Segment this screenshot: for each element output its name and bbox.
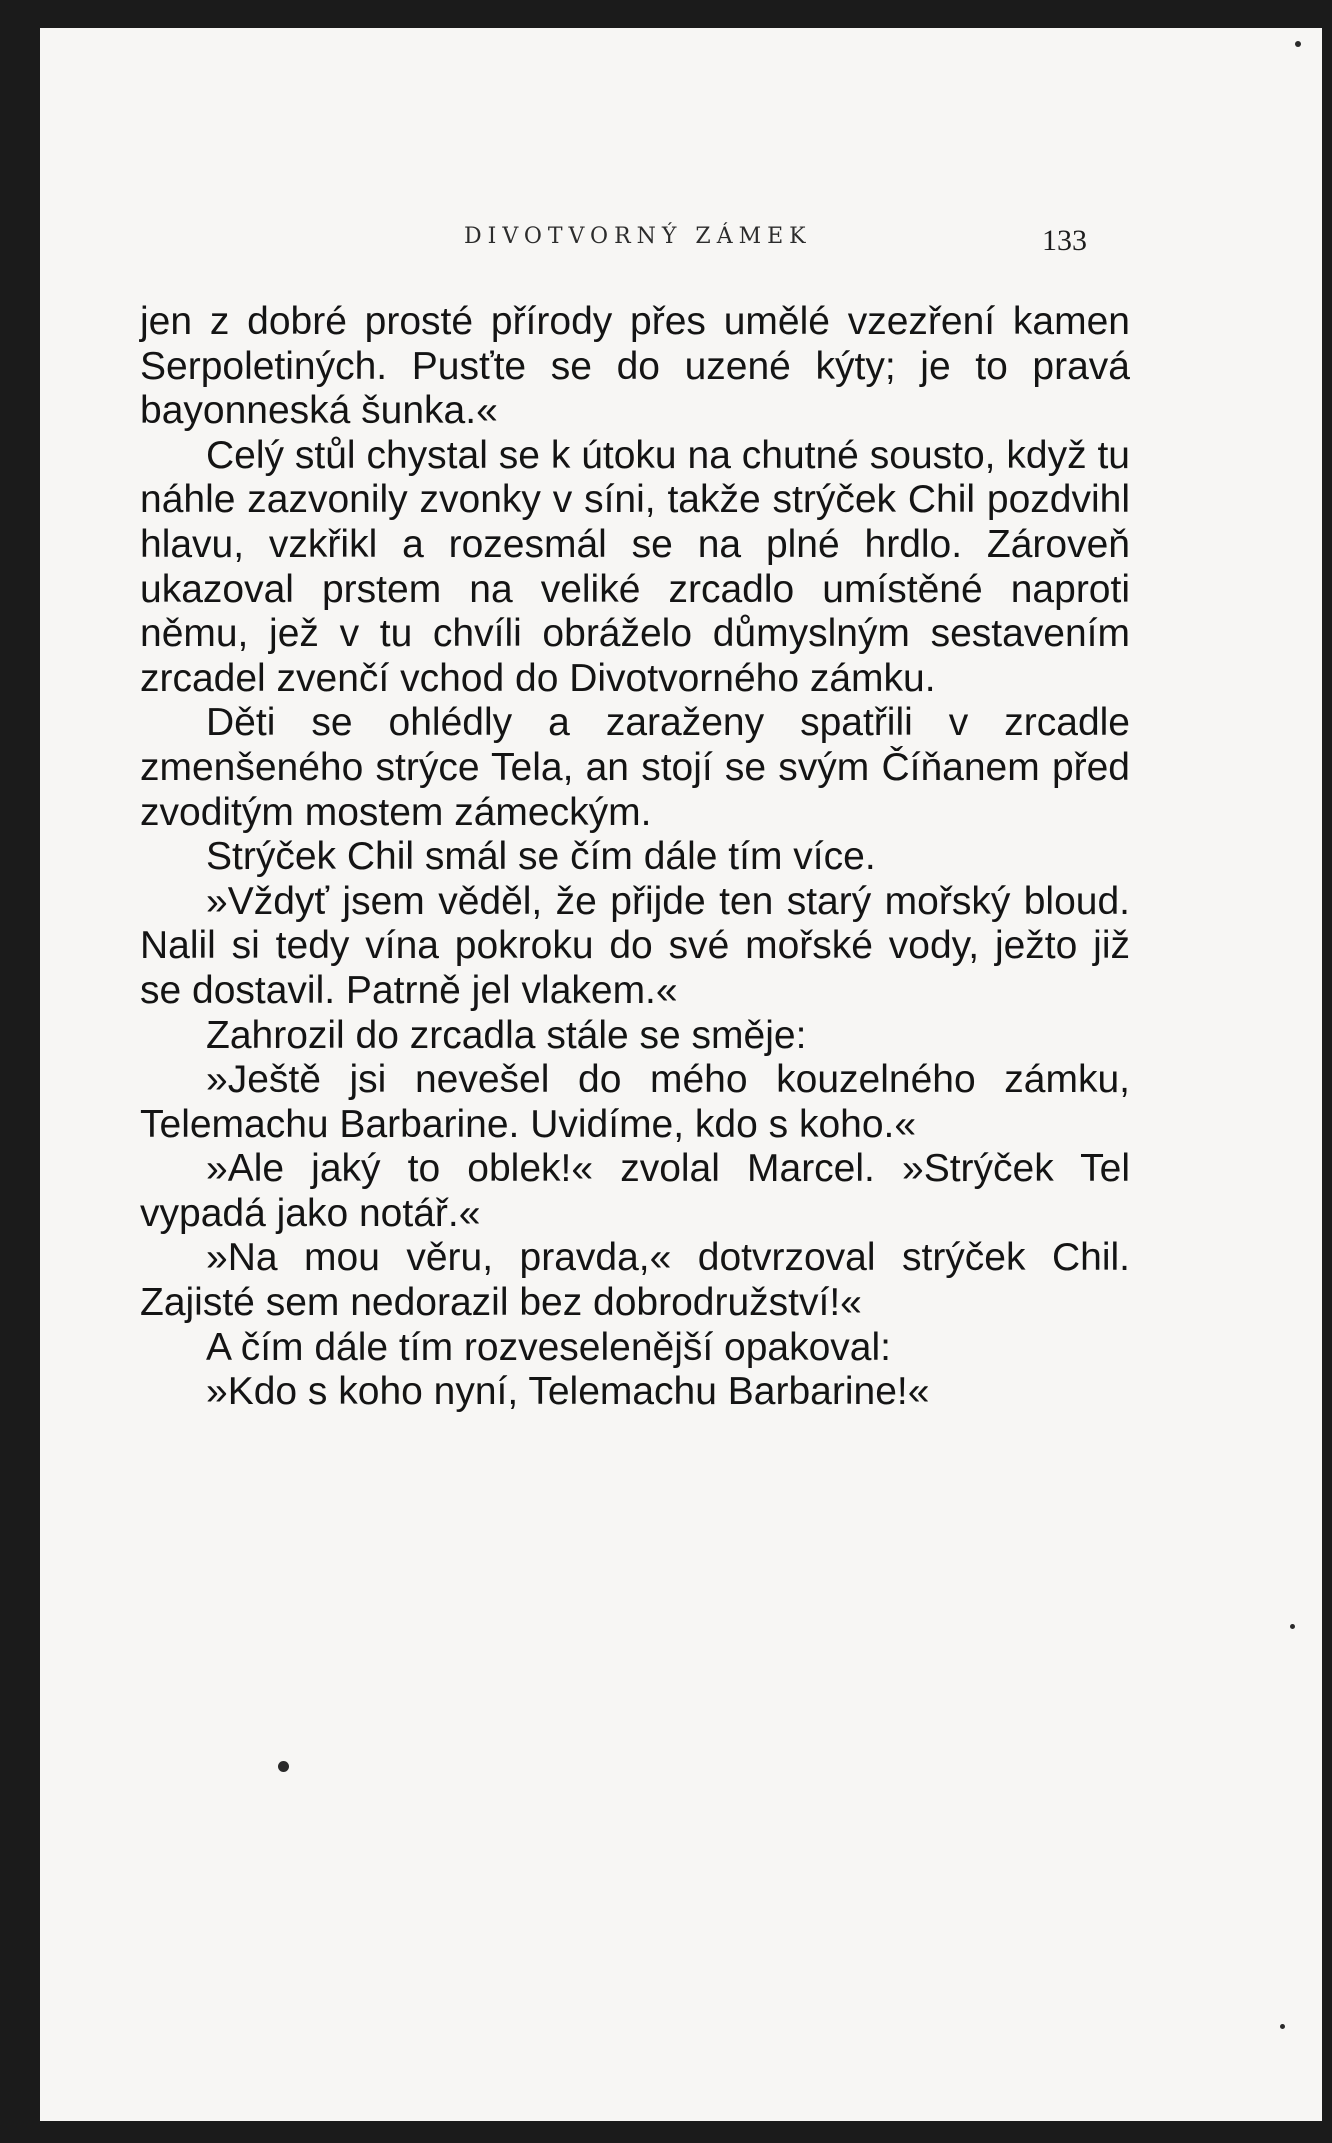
paragraph: Strýček Chil smál se čím dále tím více.: [206, 835, 876, 879]
body-text: [140, 300, 1130, 1415]
page-header: [40, 210, 1322, 270]
ink-speck: [1280, 2024, 1285, 2029]
paragraph: jen z dobré prosté přírody přes umělé vzezření kamen Serpoletiných. Pusťte se do uzené kýty; je to pravá bayonneská šunka.«: [140, 300, 1130, 433]
page-number: 133: [1042, 224, 1087, 257]
paragraph: Zahrozil do zrcadla stále se směje:: [206, 1013, 807, 1057]
running-title: DIVOTVORNÝ ZÁMEK: [464, 224, 812, 249]
paragraph: »Ještě jsi nevešel do mého kouzelného zámku, Telemachu Barbarine. Uvidíme, kdo s koho.«: [140, 1058, 1130, 1146]
paragraph: Celý stůl chystal se k útoku na chutné sousto, když tu náhle zazvonily zvonky v síni, takže strýček Chil pozdvihl hlavu, vzkřikl a rozesmál se na plné hrdlo. Zároveň ukazoval prstem na veliké zrcadlo umístěné naproti němu, jež v tu chvíli obráželo důmyslným sestavením zrcadel zvenčí vchod do Divotvorného zámku.: [140, 433, 1130, 700]
paragraph: »Ale jaký to oblek!« zvolal Marcel. »Strýček Tel vypadá jako notář.«: [140, 1147, 1130, 1235]
paragraph: A čím dále tím rozveselenější opakoval:: [206, 1325, 891, 1369]
book-page: [40, 28, 1322, 2121]
paragraph: Děti se ohlédly a zaraženy spatřili v zrcadle zmenšeného strýce Tela, an stojí se svým Číňanem před zvoditým mostem zámeckým.: [140, 701, 1130, 834]
paragraph: »Vždyť jsem věděl, že přijde ten starý mořský bloud. Nalil si tedy vína pokroku do své mořské vody, ježto již se dostavil. Patrně jel vlakem.«: [140, 879, 1130, 1012]
ink-speck: [1295, 41, 1301, 47]
ink-speck: [1290, 1624, 1295, 1629]
ink-speck: [278, 1761, 289, 1772]
paragraph: »Kdo s koho nyní, Telemachu Barbarine!«: [206, 1370, 930, 1414]
paragraph: »Na mou věru, pravda,« dotvrzoval strýček Chil. Zajisté sem nedorazil bez dobrodružství!«: [140, 1236, 1130, 1325]
